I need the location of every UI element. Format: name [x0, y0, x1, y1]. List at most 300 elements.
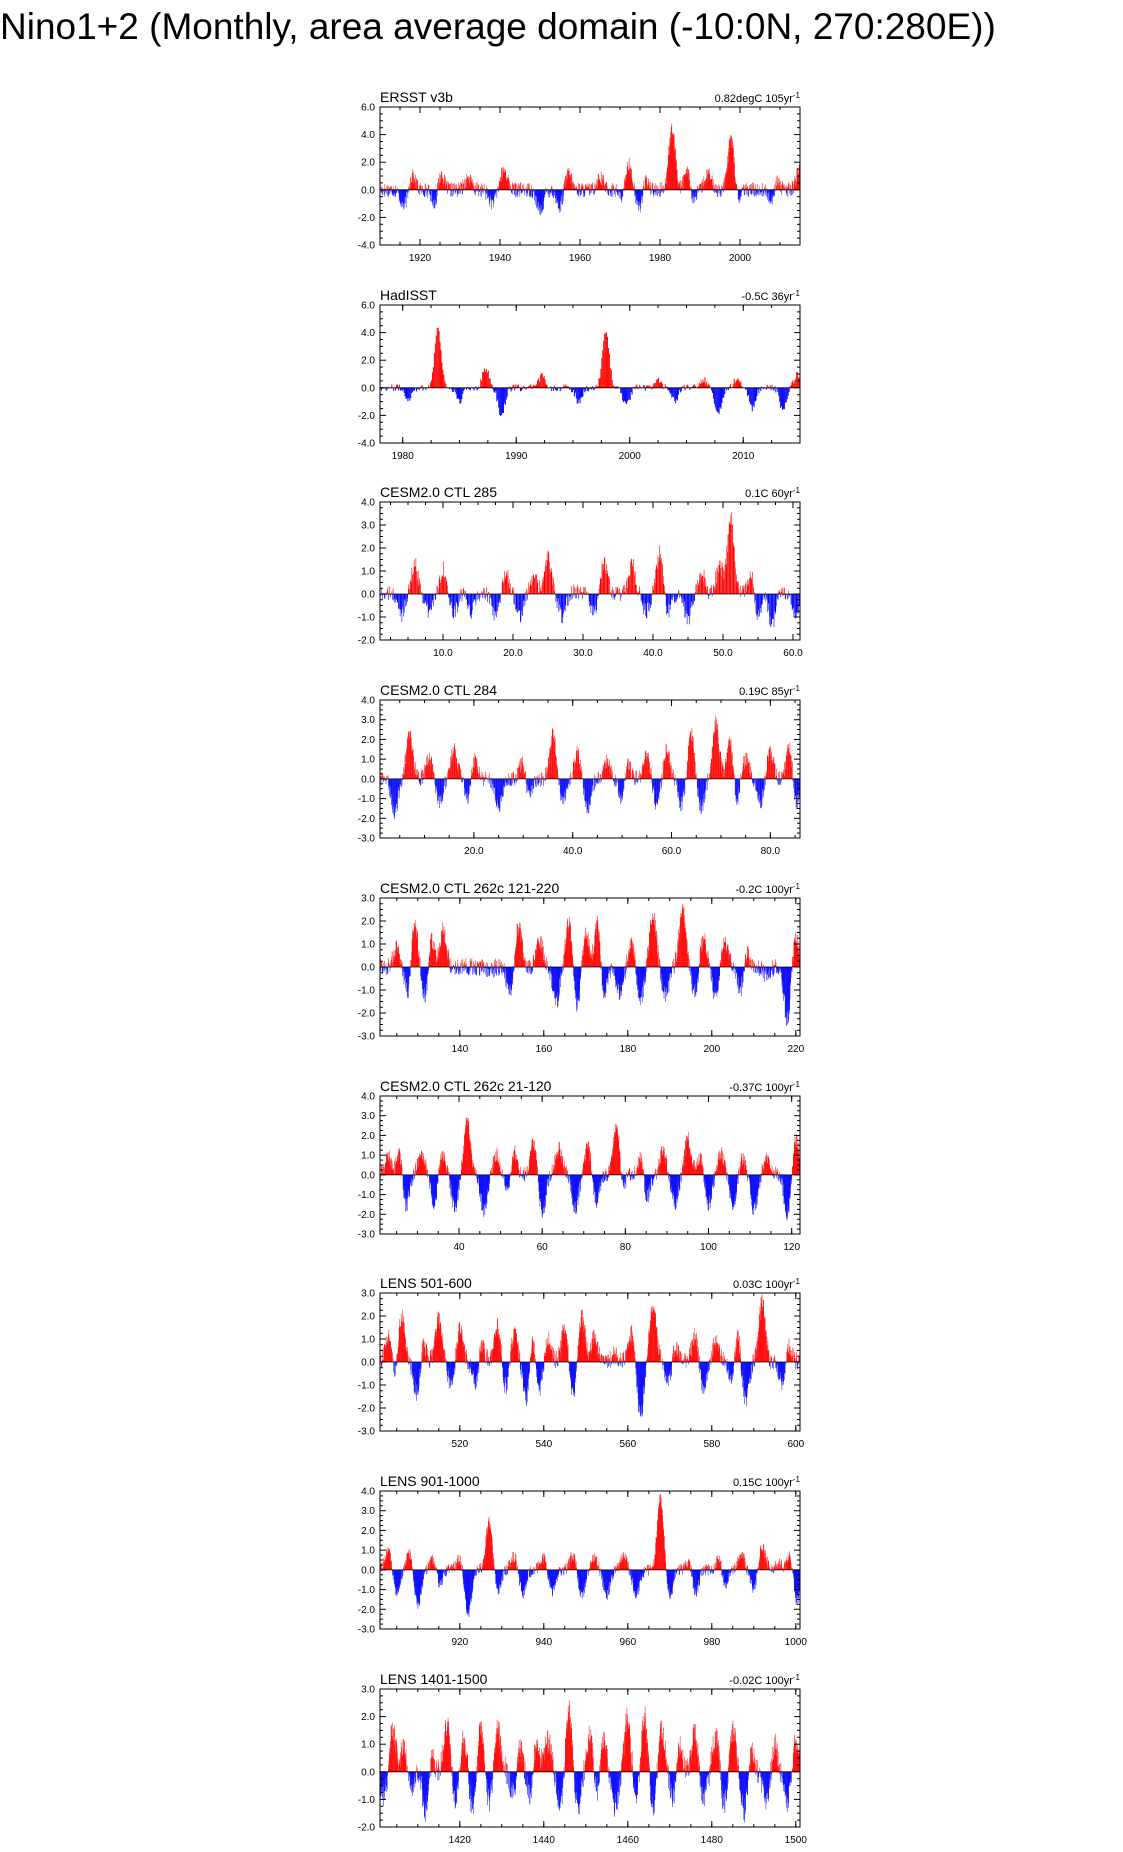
- negative-anomaly-bar: [614, 967, 615, 975]
- positive-anomaly-bar: [643, 385, 644, 388]
- negative-anomaly-bar: [632, 388, 633, 395]
- positive-anomaly-bar: [542, 585, 543, 594]
- positive-anomaly-bar: [662, 565, 663, 594]
- positive-anomaly-bar: [701, 182, 702, 189]
- negative-anomaly-bar: [523, 594, 524, 601]
- positive-anomaly-bar: [651, 182, 652, 190]
- negative-anomaly-bar: [661, 779, 662, 787]
- positive-anomaly-bar: [770, 385, 771, 388]
- negative-anomaly-bar: [567, 594, 568, 606]
- positive-anomaly-bar: [658, 562, 659, 594]
- negative-anomaly-bar: [472, 967, 473, 975]
- negative-anomaly-bar: [591, 190, 592, 193]
- negative-anomaly-bar: [482, 594, 483, 598]
- positive-anomaly-bar: [675, 952, 676, 967]
- positive-anomaly-bar: [646, 958, 647, 967]
- positive-anomaly-bar: [504, 963, 505, 967]
- positive-anomaly-bar: [624, 585, 625, 594]
- negative-anomaly-bar: [472, 594, 473, 614]
- negative-anomaly-bar: [545, 190, 546, 195]
- positive-anomaly-bar: [547, 552, 548, 594]
- positive-anomaly-bar: [702, 180, 703, 190]
- negative-anomaly-bar: [778, 779, 779, 784]
- negative-anomaly-bar: [787, 190, 788, 196]
- negative-anomaly-bar: [502, 388, 503, 413]
- positive-anomaly-bar: [651, 775, 652, 779]
- negative-anomaly-bar: [470, 594, 471, 615]
- positive-anomaly-bar: [583, 186, 584, 190]
- negative-anomaly-bar: [403, 594, 404, 609]
- positive-anomaly-bar: [471, 961, 472, 967]
- negative-anomaly-bar: [563, 190, 564, 196]
- positive-anomaly-bar: [578, 183, 579, 190]
- positive-anomaly-bar: [673, 959, 674, 967]
- negative-anomaly-bar: [668, 594, 669, 613]
- negative-anomaly-bar: [527, 967, 528, 973]
- negative-anomaly-bar: [693, 594, 694, 602]
- negative-anomaly-bar: [554, 190, 555, 196]
- positive-anomaly-bar: [543, 581, 544, 594]
- positive-anomaly-bar: [781, 184, 782, 190]
- negative-anomaly-bar: [687, 594, 688, 614]
- positive-anomaly-bar: [539, 382, 540, 388]
- negative-anomaly-bar: [677, 388, 678, 401]
- positive-anomaly-bar: [408, 584, 409, 594]
- positive-anomaly-bar: [537, 380, 538, 387]
- x-tick-label: 2000: [618, 451, 641, 462]
- negative-anomaly-bar: [422, 779, 423, 784]
- positive-anomaly-bar: [775, 764, 776, 779]
- negative-anomaly-bar: [451, 967, 452, 971]
- positive-anomaly-bar: [752, 580, 753, 594]
- positive-anomaly-bar: [745, 584, 746, 594]
- positive-anomaly-bar: [694, 385, 695, 388]
- positive-anomaly-bar: [701, 574, 702, 594]
- negative-anomaly-bar: [511, 190, 512, 193]
- positive-anomaly-bar: [452, 184, 453, 190]
- positive-anomaly-bar: [609, 576, 610, 594]
- negative-anomaly-bar: [470, 967, 471, 970]
- negative-anomaly-bar: [487, 190, 488, 194]
- negative-anomaly-bar: [410, 388, 411, 398]
- negative-anomaly-bar: [624, 967, 625, 977]
- positive-anomaly-bar: [589, 183, 590, 190]
- negative-anomaly-bar: [480, 967, 481, 975]
- y-tick-label: -1.0: [357, 794, 375, 806]
- negative-anomaly-bar: [518, 594, 519, 612]
- negative-anomaly-bar: [463, 388, 464, 391]
- negative-anomaly-bar: [670, 388, 671, 395]
- positive-anomaly-bar: [477, 183, 478, 190]
- negative-anomaly-bar: [489, 594, 490, 604]
- positive-anomaly-bar: [747, 186, 748, 190]
- positive-anomaly-bar: [464, 963, 465, 967]
- positive-anomaly-bar: [391, 186, 392, 190]
- positive-anomaly-bar: [462, 183, 463, 189]
- positive-anomaly-bar: [545, 379, 546, 387]
- negative-anomaly-bar: [494, 967, 495, 976]
- negative-anomaly-bar: [721, 190, 722, 196]
- negative-anomaly-bar: [676, 594, 677, 602]
- positive-anomaly-bar: [420, 958, 421, 967]
- positive-anomaly-bar: [657, 569, 658, 594]
- negative-anomaly-bar: [717, 190, 718, 193]
- negative-anomaly-bar: [566, 594, 567, 611]
- panel-trend: -0.5C $36yr^{-1}$: [741, 289, 800, 303]
- negative-anomaly-bar: [466, 594, 467, 600]
- positive-anomaly-bar: [661, 560, 662, 594]
- positive-anomaly-bar: [708, 383, 709, 387]
- negative-anomaly-bar: [511, 779, 512, 786]
- negative-anomaly-bar: [676, 388, 677, 400]
- negative-anomaly-bar: [702, 190, 703, 193]
- negative-anomaly-bar: [474, 388, 475, 391]
- positive-anomaly-bar: [534, 578, 535, 594]
- positive-anomaly-bar: [509, 182, 510, 190]
- negative-anomaly-bar: [395, 594, 396, 603]
- negative-anomaly-bar: [581, 967, 582, 972]
- negative-anomaly-bar: [473, 594, 474, 603]
- negative-anomaly-bar: [406, 190, 407, 208]
- positive-anomaly-bar: [511, 184, 512, 190]
- negative-anomaly-bar: [720, 190, 721, 197]
- negative-anomaly-bar: [492, 967, 493, 973]
- positive-anomaly-bar: [789, 183, 790, 189]
- positive-anomaly-bar: [717, 186, 718, 190]
- positive-anomaly-bar: [616, 587, 617, 594]
- positive-anomaly-bar: [412, 575, 413, 594]
- negative-anomaly-bar: [557, 594, 558, 602]
- positive-anomaly-bar: [484, 589, 485, 594]
- positive-anomaly-bar: [390, 962, 391, 967]
- positive-anomaly-bar: [623, 587, 624, 594]
- positive-anomaly-bar: [599, 585, 600, 594]
- positive-anomaly-bar: [699, 574, 700, 594]
- positive-anomaly-bar: [634, 576, 635, 594]
- negative-anomaly-bar: [785, 388, 786, 403]
- positive-anomaly-bar: [470, 958, 471, 967]
- negative-anomaly-bar: [627, 388, 628, 402]
- negative-anomaly-bar: [513, 967, 514, 973]
- positive-anomaly-bar: [553, 577, 554, 594]
- negative-anomaly-bar: [483, 190, 484, 194]
- positive-anomaly-bar: [735, 569, 736, 594]
- positive-anomaly-bar: [753, 961, 754, 967]
- positive-anomaly-bar: [584, 587, 585, 594]
- negative-anomaly-bar: [549, 190, 550, 198]
- negative-anomaly-bar: [693, 594, 694, 605]
- negative-anomaly-bar: [757, 967, 758, 973]
- negative-anomaly-bar: [495, 594, 496, 612]
- chart-panel: [358, 682, 801, 857]
- negative-anomaly-bar: [686, 594, 687, 611]
- positive-anomaly-bar: [609, 354, 610, 388]
- positive-anomaly-bar: [778, 591, 779, 594]
- negative-anomaly-bar: [646, 594, 647, 618]
- positive-anomaly-bar: [735, 383, 736, 388]
- panel-title: HadISST: [380, 287, 437, 303]
- negative-anomaly-bar: [626, 388, 627, 404]
- negative-anomaly-bar: [429, 594, 430, 609]
- positive-anomaly-bar: [441, 350, 442, 388]
- positive-anomaly-bar: [506, 574, 507, 594]
- negative-anomaly-bar: [428, 190, 429, 198]
- negative-anomaly-bar: [635, 967, 636, 974]
- positive-anomaly-bar: [443, 375, 444, 388]
- negative-anomaly-bar: [571, 388, 572, 392]
- positive-anomaly-bar: [767, 385, 768, 388]
- negative-anomaly-bar: [388, 190, 389, 197]
- positive-anomaly-bar: [783, 186, 784, 190]
- positive-anomaly-bar: [743, 589, 744, 594]
- negative-anomaly-bar: [760, 594, 761, 608]
- negative-anomaly-bar: [684, 594, 685, 601]
- negative-anomaly-bar: [437, 190, 438, 196]
- negative-anomaly-bar: [452, 190, 453, 197]
- negative-anomaly-bar: [647, 594, 648, 603]
- negative-anomaly-bar: [445, 779, 446, 789]
- negative-anomaly-bar: [673, 594, 674, 597]
- positive-anomaly-bar: [600, 578, 601, 594]
- negative-anomaly-bar: [681, 190, 682, 194]
- positive-anomaly-bar: [655, 383, 656, 388]
- negative-anomaly-bar: [431, 190, 432, 202]
- negative-anomaly-bar: [774, 388, 775, 391]
- negative-anomaly-bar: [692, 594, 693, 602]
- positive-anomaly-bar: [711, 585, 712, 594]
- positive-anomaly-bar: [730, 524, 731, 594]
- negative-anomaly-bar: [747, 388, 748, 396]
- positive-anomaly-bar: [721, 561, 722, 594]
- positive-anomaly-bar: [579, 184, 580, 190]
- negative-anomaly-bar: [780, 779, 781, 784]
- negative-anomaly-bar: [584, 388, 585, 393]
- negative-anomaly-bar: [595, 594, 596, 609]
- positive-anomaly-bar: [544, 572, 545, 594]
- positive-anomaly-bar: [511, 773, 512, 779]
- positive-anomaly-bar: [546, 566, 547, 594]
- negative-anomaly-bar: [541, 779, 542, 787]
- positive-anomaly-bar: [486, 186, 487, 190]
- negative-anomaly-bar: [766, 190, 767, 197]
- negative-anomaly-bar: [531, 967, 532, 974]
- negative-anomaly-bar: [547, 190, 548, 194]
- y-tick-label: 2.0: [361, 543, 375, 555]
- negative-anomaly-bar: [794, 594, 795, 617]
- positive-anomaly-bar: [727, 552, 728, 594]
- positive-anomaly-bar: [479, 961, 480, 967]
- negative-anomaly-bar: [557, 388, 558, 391]
- positive-anomaly-bar: [527, 961, 528, 967]
- negative-anomaly-bar: [404, 388, 405, 393]
- positive-anomaly-bar: [542, 373, 543, 387]
- positive-anomaly-bar: [515, 183, 516, 190]
- negative-anomaly-bar: [479, 594, 480, 601]
- negative-anomaly-bar: [398, 594, 399, 609]
- positive-anomaly-bar: [490, 378, 491, 387]
- y-tick-label: 1.0: [361, 754, 375, 766]
- positive-anomaly-bar: [533, 575, 534, 594]
- panel-trend-exponent: -1: [792, 289, 800, 298]
- positive-anomaly-bar: [387, 185, 388, 189]
- negative-anomaly-bar: [581, 388, 582, 398]
- y-tick-label: 2.0: [361, 157, 375, 169]
- positive-anomaly-bar: [418, 772, 419, 779]
- negative-anomaly-bar: [675, 594, 676, 602]
- positive-anomaly-bar: [725, 564, 726, 594]
- positive-anomaly-bar: [604, 185, 605, 190]
- positive-anomaly-bar: [791, 382, 792, 388]
- negative-anomaly-bar: [689, 967, 690, 971]
- positive-anomaly-bar: [639, 385, 640, 388]
- positive-anomaly-bar: [613, 185, 614, 190]
- positive-anomaly-bar: [531, 585, 532, 594]
- negative-anomaly-bar: [635, 779, 636, 783]
- positive-anomaly-bar: [753, 584, 754, 594]
- positive-anomaly-bar: [656, 564, 657, 594]
- positive-anomaly-bar: [507, 572, 508, 594]
- negative-anomaly-bar: [563, 594, 564, 618]
- positive-anomaly-bar: [731, 963, 732, 967]
- positive-anomaly-bar: [750, 185, 751, 190]
- negative-anomaly-bar: [516, 779, 517, 783]
- positive-anomaly-bar: [633, 186, 634, 189]
- positive-anomaly-bar: [690, 180, 691, 189]
- negative-anomaly-bar: [666, 594, 667, 615]
- positive-anomaly-bar: [722, 567, 723, 594]
- negative-anomaly-bar: [408, 190, 409, 198]
- negative-anomaly-bar: [539, 779, 540, 783]
- negative-anomaly-bar: [791, 190, 792, 196]
- positive-anomaly-bar: [786, 185, 787, 190]
- negative-anomaly-bar: [423, 388, 424, 391]
- positive-anomaly-bar: [595, 183, 596, 190]
- negative-anomaly-bar: [570, 594, 571, 597]
- negative-anomaly-bar: [580, 388, 581, 404]
- negative-anomaly-bar: [692, 594, 693, 606]
- negative-anomaly-bar: [461, 779, 462, 782]
- negative-anomaly-bar: [638, 779, 639, 782]
- positive-anomaly-bar: [636, 585, 637, 594]
- positive-anomaly-bar: [596, 385, 597, 388]
- positive-anomaly-bar: [421, 183, 422, 190]
- positive-anomaly-bar: [678, 590, 679, 594]
- negative-anomaly-bar: [505, 779, 506, 786]
- negative-anomaly-bar: [494, 388, 495, 393]
- panel-trend-exponent: -1: [792, 882, 800, 891]
- panel-title: CESM2.0 CTL 284: [380, 682, 497, 698]
- negative-anomaly-bar: [591, 594, 592, 613]
- negative-anomaly-bar: [562, 594, 563, 623]
- negative-anomaly-bar: [721, 388, 722, 403]
- positive-anomaly-bar: [507, 576, 508, 594]
- negative-anomaly-bar: [521, 594, 522, 621]
- positive-anomaly-bar: [653, 383, 654, 387]
- chart-panel: [358, 287, 801, 462]
- positive-anomaly-bar: [517, 186, 518, 190]
- positive-anomaly-bar: [503, 578, 504, 594]
- negative-anomaly-bar: [499, 594, 500, 602]
- negative-anomaly-bar: [393, 388, 394, 391]
- negative-anomaly-bar: [420, 967, 421, 976]
- negative-anomaly-bar: [493, 967, 494, 978]
- positive-anomaly-bar: [543, 377, 544, 387]
- negative-anomaly-bar: [647, 967, 648, 972]
- positive-anomaly-bar: [459, 185, 460, 190]
- positive-anomaly-bar: [428, 962, 429, 967]
- negative-anomaly-bar: [758, 388, 759, 393]
- positive-anomaly-bar: [609, 578, 610, 594]
- negative-anomaly-bar: [651, 594, 652, 605]
- negative-anomaly-bar: [624, 967, 625, 983]
- positive-anomaly-bar: [717, 570, 718, 594]
- positive-anomaly-bar: [545, 571, 546, 594]
- negative-anomaly-bar: [406, 594, 407, 601]
- positive-anomaly-bar: [619, 588, 620, 594]
- panel-trend-exponent: -1: [792, 684, 800, 693]
- positive-anomaly-bar: [439, 331, 440, 388]
- negative-anomaly-bar: [672, 388, 673, 397]
- positive-anomaly-bar: [444, 577, 445, 594]
- negative-anomaly-bar: [490, 594, 491, 597]
- negative-anomaly-bar: [772, 594, 773, 619]
- positive-anomaly-bar: [707, 587, 708, 594]
- positive-anomaly-bar: [451, 182, 452, 189]
- negative-anomaly-bar: [644, 594, 645, 603]
- negative-anomaly-bar: [447, 190, 448, 194]
- negative-anomaly-bar: [594, 779, 595, 791]
- positive-anomaly-bar: [447, 581, 448, 594]
- positive-anomaly-bar: [385, 184, 386, 190]
- negative-anomaly-bar: [673, 388, 674, 397]
- negative-anomaly-bar: [792, 190, 793, 195]
- negative-anomaly-bar: [678, 594, 679, 599]
- negative-anomaly-bar: [615, 190, 616, 197]
- positive-anomaly-bar: [732, 525, 733, 594]
- negative-anomaly-bar: [714, 388, 715, 404]
- positive-anomaly-bar: [463, 959, 464, 967]
- positive-anomaly-bar: [487, 964, 488, 967]
- positive-anomaly-bar: [613, 590, 614, 594]
- positive-anomaly-bar: [755, 184, 756, 189]
- negative-anomaly-bar: [778, 594, 779, 600]
- positive-anomaly-bar: [733, 962, 734, 967]
- negative-anomaly-bar: [613, 594, 614, 599]
- negative-anomaly-bar: [752, 388, 753, 411]
- positive-anomaly-bar: [664, 586, 665, 594]
- positive-anomaly-bar: [505, 576, 506, 594]
- positive-anomaly-bar: [653, 183, 654, 190]
- positive-anomaly-bar: [653, 590, 654, 594]
- figure-title: Nino1+2 (Monthly, area average domain (-10:0N, 270:280E)): [0, 6, 996, 47]
- negative-anomaly-bar: [526, 779, 527, 784]
- positive-anomaly-bar: [479, 184, 480, 190]
- positive-anomaly-bar: [759, 186, 760, 190]
- negative-anomaly-bar: [468, 594, 469, 609]
- panel-trend: 0.19C $85yr^{-1}$: [739, 684, 800, 698]
- negative-anomaly-bar: [565, 594, 566, 605]
- negative-anomaly-bar: [798, 594, 799, 613]
- negative-anomaly-bar: [563, 967, 564, 970]
- negative-anomaly-bar: [739, 779, 740, 792]
- positive-anomaly-bar: [660, 182, 661, 190]
- positive-anomaly-bar: [582, 956, 583, 967]
- negative-anomaly-bar: [575, 594, 576, 598]
- negative-anomaly-bar: [641, 594, 642, 600]
- negative-anomaly-bar: [519, 594, 520, 610]
- positive-anomaly-bar: [401, 962, 402, 967]
- positive-anomaly-bar: [538, 579, 539, 594]
